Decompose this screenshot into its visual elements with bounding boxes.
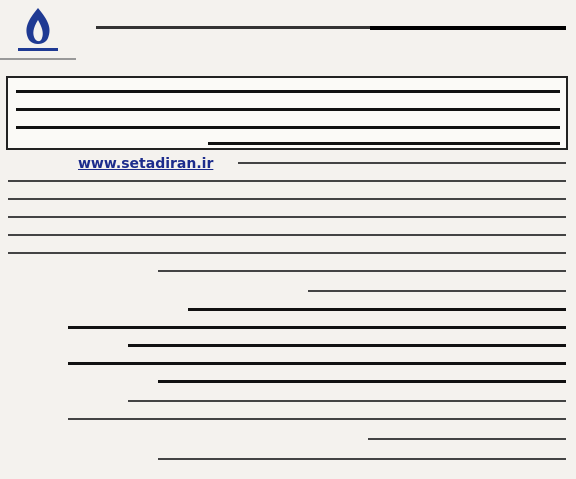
logo-caption xyxy=(0,58,76,64)
gas-company-logo-icon xyxy=(8,4,68,58)
subject-box xyxy=(6,76,568,150)
setadiran-link[interactable]: www.setadiran.ir xyxy=(78,156,214,172)
notice-body xyxy=(8,156,568,474)
notice-title-heading xyxy=(370,26,566,38)
